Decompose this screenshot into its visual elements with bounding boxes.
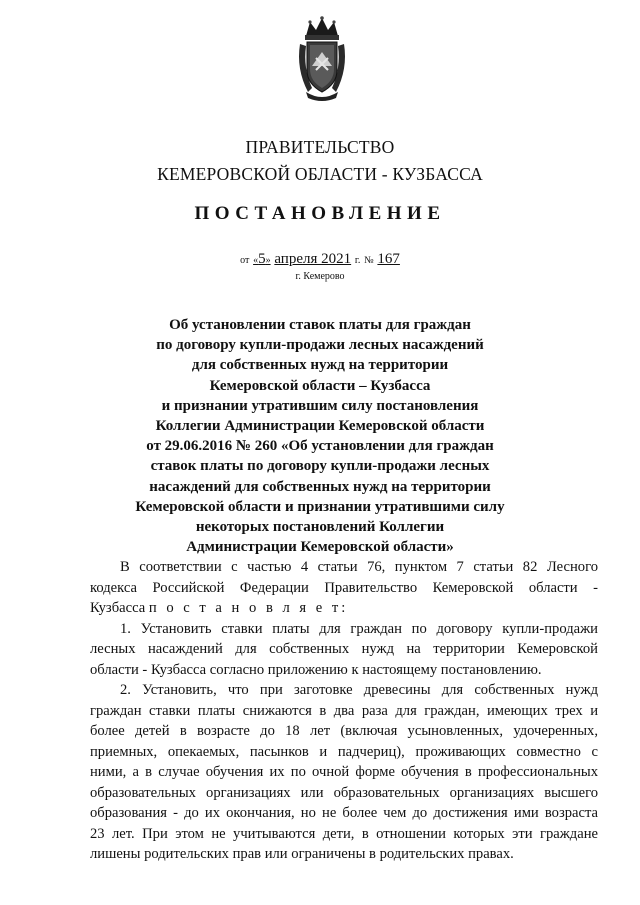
body-line: более детей в возрасте до 18 лет (включая усыновленных, удочеренных,: [90, 723, 598, 739]
number-sign: №: [364, 255, 374, 266]
title-line: для собственных нужд на территории: [191, 357, 449, 374]
body-line: 2. Установить, что при заготовке древесины для собственных нужд: [120, 682, 598, 698]
date-month-year: апреля 2021: [274, 251, 352, 267]
date-day-close-quote: »: [265, 255, 271, 266]
document-number: 167: [377, 251, 400, 267]
title-line: Кемеровской области и признании утратившими силу: [135, 498, 505, 515]
government-name-line1: ПРАВИТЕЛЬСТВО: [245, 137, 395, 157]
title-line: по договору купли-продажи лесных насаждений: [156, 337, 484, 354]
body-line: лишены родительских прав или ограничены в родительских правах.: [90, 846, 514, 862]
date-day-open-quote: «: [253, 255, 259, 266]
resolves-word: п о с т а н о в л я е т:: [148, 600, 349, 616]
body-line: граждан ставки платы снижаются в два раза для граждан, имеющих трех и: [90, 702, 598, 719]
document-title: [100, 315, 540, 557]
document-type-heading: ПОСТАНОВЛЕНИЕ: [194, 203, 446, 224]
title-line: Коллегии Администрации Кемеровской области: [155, 418, 485, 435]
title-line: насаждений для собственных нужд на территории: [149, 478, 491, 495]
body-line-part: Кузбасса: [90, 600, 146, 616]
document-body: [90, 557, 598, 865]
body-line: области - Кузбасса согласно приложению к настоящему постановлению.: [90, 661, 542, 678]
title-line: Администрации Кемеровской области»: [186, 539, 454, 556]
title-line: и признании утратившим силу постановления: [161, 397, 479, 414]
body-line: В соответствии с частью 4 статьи 76, пунктом 7 статьи 82 Лесного: [120, 559, 598, 575]
title-line: Кемеровской области – Кузбасса: [209, 377, 431, 394]
body-line: кодекса Российской Федерации Правительство Кемеровской области -: [90, 579, 598, 596]
date-year-abbr: г.: [354, 255, 361, 266]
coat-of-arms-emblem: [296, 14, 348, 104]
body-line: образовательных организациях или образовательных организациях высшего: [90, 784, 598, 801]
government-name-line2: КЕМЕРОВСКОЙ ОБЛАСТИ - КУЗБАССА: [157, 164, 483, 184]
title-line: Об установлении ставок платы для граждан: [169, 317, 471, 333]
body-line-resolves: [90, 598, 598, 619]
title-line: некоторых постановлений Коллегии: [195, 519, 445, 536]
document-city: г. Кемерово: [295, 271, 345, 282]
date-from-label: от: [240, 255, 250, 266]
title-line: от 29.06.2016 № 260 «Об установлении для граждан: [146, 438, 494, 455]
body-line: 23 лет. При этом не учитываются дети, в отношении которых эти граждане: [90, 825, 598, 842]
date-day: 5: [258, 251, 266, 267]
body-line: образования - до их окончания, но не более чем до достижения ими возраста: [90, 805, 598, 821]
document-dateline: [0, 251, 640, 268]
body-line: лесных насаждений для собственных нужд на территории Кемеровской: [90, 641, 598, 657]
body-line: 1. Установить ставки платы для граждан по договору купли-продажи: [120, 620, 598, 637]
title-line: ставок платы по договору купли-продажи лесных: [150, 458, 490, 475]
body-line: ними, а в случае обучения их по очной форме обучения в профессиональных: [90, 764, 598, 780]
body-line: приемных, опекаемых, пасынков и падчериц), проживающих совместно с: [90, 743, 598, 760]
